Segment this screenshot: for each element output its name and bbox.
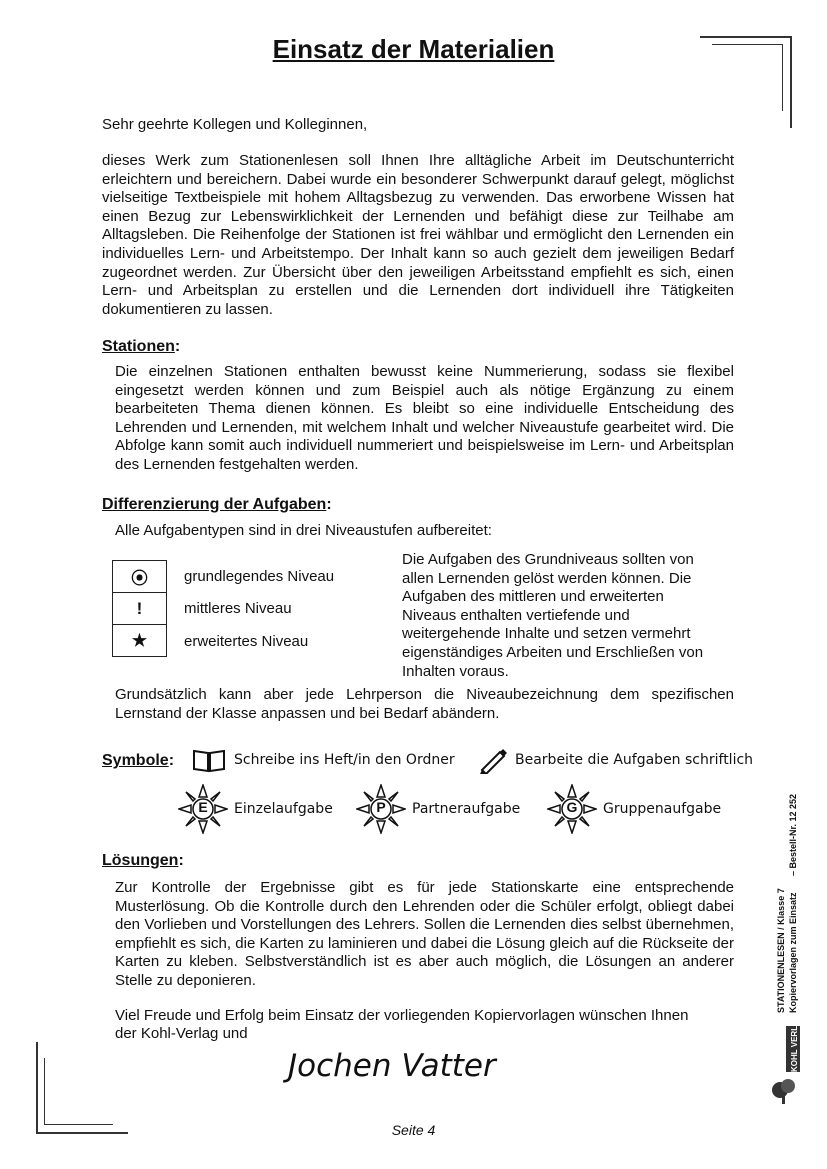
einzelaufgabe-label: Einzelaufgabe [234, 801, 333, 817]
closing-line-2: der Kohl-Verlag und [115, 1025, 248, 1042]
level-advanced-icon: ★ [131, 630, 148, 650]
symbole-heading: Symbole: [102, 752, 175, 769]
sun-badge-letter: G [566, 799, 578, 815]
book-icon-label: Schreibe ins Heft/in den Ordner [234, 752, 455, 768]
tree-icon [770, 1074, 804, 1106]
book-icon [192, 747, 226, 777]
publisher-logo: KOHL VERLAG [770, 1026, 804, 1106]
page-title: Einsatz der Materialien [272, 34, 555, 64]
gruppenaufgabe-label: Gruppenaufgabe [603, 801, 722, 817]
sun-badge-icon-partner [356, 784, 406, 834]
corner-bottom-left-inner [44, 1058, 113, 1125]
level-medium-icon: ! [113, 593, 166, 625]
pencil-icon-label: Bearbeite die Aufgaben schriftlich [515, 752, 754, 768]
differenzierung-intro: Alle Aufgabentypen sind in drei Niveaustufen aufbereitet: [115, 522, 492, 539]
level-side-text: Die Aufgaben des Grundniveaus sollten von allen Lernenden gelöst werden können. Die Aufgaben des mittleren und erweiterten Niveaus enthalten vertiefende und weitergehende Inhalte und setzen vermehrt eigenständiges Arbeiten und Erschließen von Inhalten voraus. [402, 551, 704, 680]
level-symbol-table [112, 560, 167, 657]
page-footer: Seite 4 [391, 1122, 436, 1138]
loesungen-heading: Lösungen: [102, 852, 184, 869]
level-medium-label: mittleres Niveau [184, 600, 292, 617]
stationen-text: Die einzelnen Stationen enthalten bewusst keine Nummerierung, sodass sie flexibel eingesetzt werden können und zum Beispiel auch als nötige Ergänzung zu einem bearbeiteten Thema dienen können. Es bleibt so eine individuelle Entscheidung des Lehrenden und Lernenden, mit welchem Inhalt und welcher Niveaustufe gearbeitet wird. Die Abfolge kann somit auch individuell nummeriert und beispielsweise im Lern- und Arbeitsplan des Lernenden festgehalten werden. [115, 363, 734, 473]
differenzierung-outro: Grundsätzlich kann aber jede Lehrperson die Niveaubezeichnung dem spezifischen Lernstand der Klasse anpassen und bei Bedarf abändern. [115, 686, 734, 722]
sun-badge-icon-einzel [178, 784, 228, 834]
loesungen-text: Zur Kontrolle der Ergebnisse gibt es für jede Stationskarte eine entsprechende Musterlösung. Ob die Kontrolle durch den Lehrenden oder die Schüler erfolgt, obliegt dabei den Vorlieben und Vorstellungen des Lehrers. Sollen die Lernenden dies selbst übernehmen, empfiehlt es sich, die Karten zu laminieren und dabei die Lösung gleich auf die Rückseite der Karten zu kleben. Selbstverständlich ist es aber auch möglich, die Lösungen an anderer Stelle zu deponieren. [115, 879, 734, 989]
closing-line-1: Viel Freude und Erfolg beim Einsatz der vorliegenden Kopiervorlagen wünschen Ihnen [115, 1007, 689, 1024]
intro-paragraph: dieses Werk zum Stationenlesen soll Ihnen Ihre alltägliche Arbeit im Deutschunterricht erleichtern und bereichern. Dabei wurde ein besonderer Schwerpunkt darauf gelegt, möglichst vielseitige Textbeispiele mit hohem Alltagsbezug zu verwenden. Das erworbene Wissen hat einen Bezug zur Lebenswirklichkeit der Lernenden und befähigt diese zur Teilhabe am Alltagsleben. Die Reihenfolge der Stationen ist frei wählbar und ermöglicht den Lernenden ein individuelles Lern- und Arbeitstempo. Der Inhalt kann so auch gezielt dem jeweiligen Bedarf zugeordnet werden. Zur Übersicht über den jeweiligen Arbeitsstand empfiehlt es sich, einen Lern- und Arbeitsplan zu erstellen und die Lernenden dort individuell ihre Tätigkeiten dokumentieren zu lassen. [102, 152, 734, 318]
partneraufgabe-label: Partneraufgabe [412, 801, 521, 817]
pencil-icon [478, 746, 508, 778]
sun-badge-letter: E [198, 799, 208, 815]
differenzierung-heading: Differenzierung der Aufgaben: [102, 496, 332, 513]
level-basic-label: grundlegendes Niveau [184, 568, 335, 585]
sun-badge-icon-gruppe [547, 784, 597, 834]
level-basic-icon: ⦿ [113, 561, 166, 593]
stationen-heading: Stationen: [102, 338, 181, 355]
greeting: Sehr geehrte Kollegen und Kolleginnen, [102, 116, 368, 133]
signature: Jochen Vatter [288, 1048, 496, 1084]
level-advanced-label: erweitertes Niveau [184, 633, 309, 650]
sun-badge-letter: P [376, 799, 386, 815]
